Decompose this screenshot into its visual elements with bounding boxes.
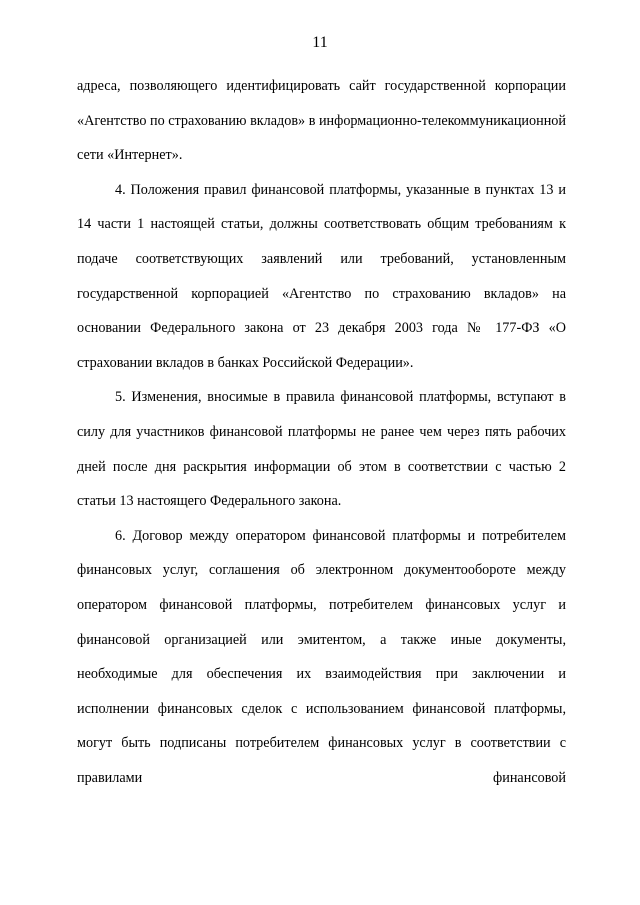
- page-number: 11: [312, 34, 328, 51]
- document-body: [77, 69, 566, 795]
- paragraph-item-4: 4. Положения правил финансовой платформы, указанные в пунктах 13 и 14 части 1 настоящей статьи, должны соответствовать общим требованиям к подаче соответствующих заявлений или требований, установленным государственной корпорацией «Агентство по страхованию вкладов» на основании Федерального закона от 23 декабря 2003 года № 177-ФЗ «О страховании вкладов в банках Российской Федерации».: [77, 181, 566, 371]
- paragraph-item-6: 6. Договор между оператором финансовой платформы и потребителем финансовых услуг, соглашения об электронном документообороте между оператором финансовой платформы, потребителем финансовых услуг и финансовой организацией или эмитентом, а также иные документы, необходимые для обеспечения их взаимодействия при заключении и исполнении финансовых сделок с использованием финансовой платформы, могут быть подписаны потребителем финансовых услуг в соответствии с правилами финансовой: [77, 527, 566, 786]
- paragraph-item-5: 5. Изменения, вносимые в правила финансовой платформы, вступают в силу для участников финансовой платформы не ранее чем через пять рабочих дней после дня раскрытия информации об этом в соответствии с частью 2 статьи 13 настоящего Федерального закона.: [77, 389, 566, 510]
- paragraph-continuation: адреса, позволяющего идентифицировать сайт государственной корпорации «Агентство по страхованию вкладов» в информационно-телекоммуникационной сети «Интернет».: [77, 78, 566, 164]
